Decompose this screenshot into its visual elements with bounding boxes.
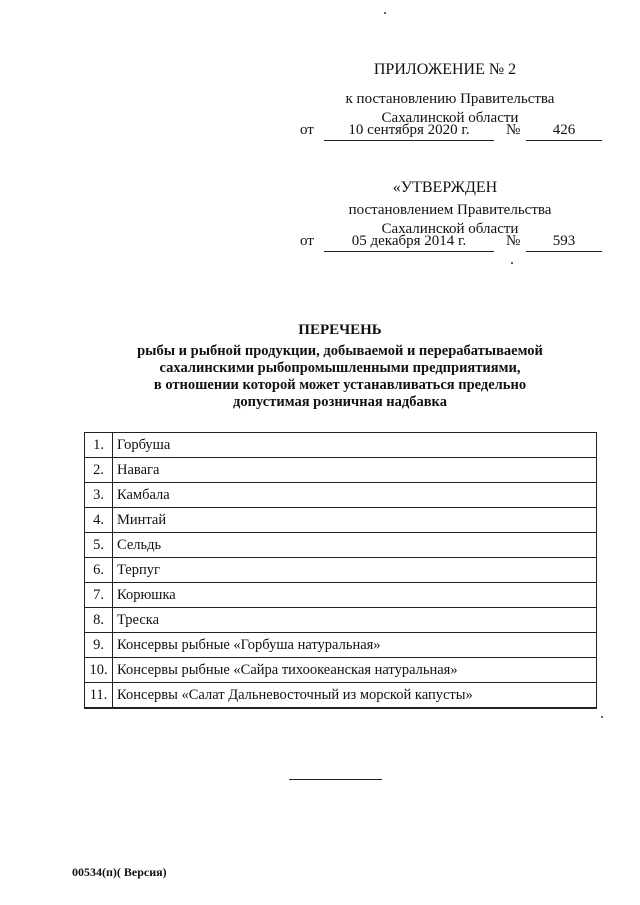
row-name: Сельдь	[113, 533, 597, 558]
row-number: 11.	[85, 683, 113, 709]
scan-speck	[601, 716, 603, 718]
appendix-date: 10 сентября 2020 г.	[324, 122, 494, 141]
row-name: Корюшка	[113, 583, 597, 608]
row-number: 5.	[85, 533, 113, 558]
heading-line: сахалинскими рыбопромышленными предприятиями,	[159, 360, 521, 376]
scan-speck	[384, 12, 386, 14]
from-label: от	[300, 233, 314, 249]
table-row	[85, 533, 597, 558]
row-name: Камбала	[113, 483, 597, 508]
row-number: 7.	[85, 583, 113, 608]
table-row	[85, 483, 597, 508]
row-name: Минтай	[113, 508, 597, 533]
row-number: 1.	[85, 433, 113, 458]
row-name: Терпуг	[113, 558, 597, 583]
row-name: Навага	[113, 458, 597, 483]
closing-rule	[289, 779, 382, 780]
product-list-table	[84, 432, 597, 709]
table-row	[85, 608, 597, 633]
table-row	[85, 433, 597, 458]
approved-ref-line1: постановлением Правительства	[348, 202, 552, 218]
table-row	[85, 658, 597, 683]
row-number: 6.	[85, 558, 113, 583]
approved-ref-line2: Сахалинской области	[381, 221, 519, 237]
number-label: №	[506, 122, 521, 138]
appendix-ref-line2: Сахалинской области	[381, 110, 519, 126]
approved-number: 593	[526, 233, 602, 252]
table-row	[85, 558, 597, 583]
appendix-date-line	[300, 122, 605, 142]
heading-line: в отношении которой может устанавливаться предельно	[153, 377, 527, 393]
table-row	[85, 508, 597, 533]
row-name: Консервы рыбные «Горбуша натуральная»	[113, 633, 597, 658]
footer-code: 00534(п)( Версия)	[72, 865, 167, 879]
approved-date: 05 декабря 2014 г.	[324, 233, 494, 252]
row-name: Консервы рыбные «Сайра тихоокеанская натуральная»	[113, 658, 597, 683]
row-number: 4.	[85, 508, 113, 533]
approved-date-line	[300, 233, 605, 253]
approved-title: «УТВЕРЖДЕН	[392, 179, 498, 196]
appendix-title: ПРИЛОЖЕНИЕ № 2	[373, 61, 517, 78]
row-number: 10.	[85, 658, 113, 683]
table-row	[85, 633, 597, 658]
number-label: №	[506, 233, 521, 249]
appendix-number: 426	[526, 122, 602, 141]
table-row	[85, 583, 597, 608]
table-row	[85, 683, 597, 709]
document-heading	[90, 322, 590, 411]
scan-speck	[511, 262, 513, 264]
row-number: 8.	[85, 608, 113, 633]
row-name: Горбуша	[113, 433, 597, 458]
row-number: 9.	[85, 633, 113, 658]
row-name: Консервы «Салат Дальневосточный из морской капусты»	[113, 683, 597, 709]
row-name: Треска	[113, 608, 597, 633]
from-label: от	[300, 122, 314, 138]
heading-line: рыбы и рыбной продукции, добываемой и перерабатываемой	[137, 343, 543, 359]
row-number: 3.	[85, 483, 113, 508]
appendix-ref-line1: к постановлению Правительства	[345, 91, 555, 107]
heading-line: допустимая розничная надбавка	[233, 394, 447, 410]
row-number: 2.	[85, 458, 113, 483]
table-row	[85, 458, 597, 483]
heading-title: ПЕРЕЧЕНЬ	[298, 322, 382, 338]
